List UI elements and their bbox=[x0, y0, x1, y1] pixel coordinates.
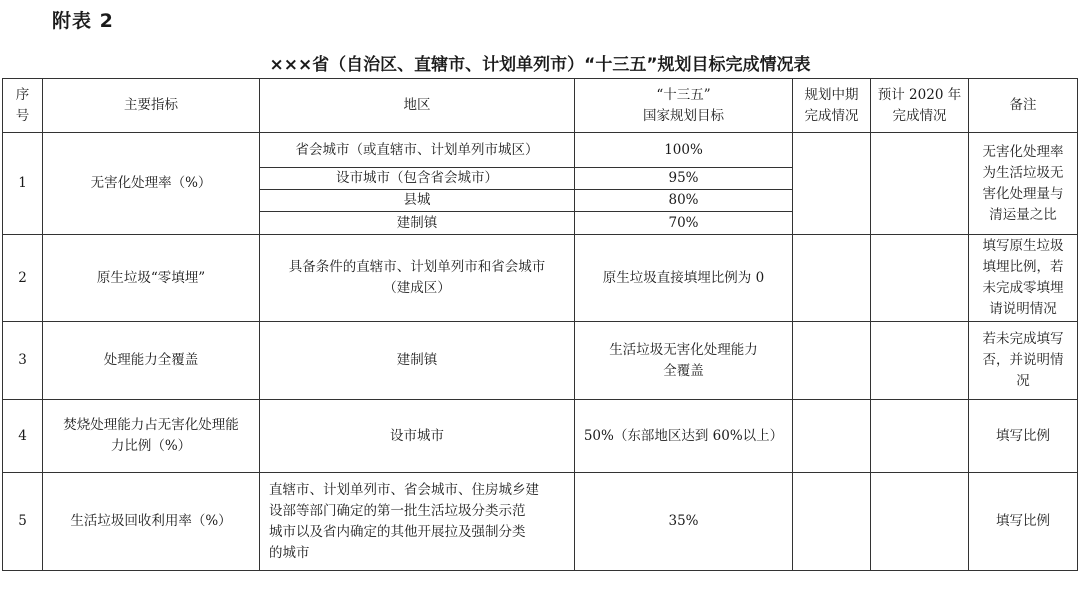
header-forecast: 预计 2020 年 完成情况 bbox=[871, 79, 969, 133]
header-region: 地区 bbox=[260, 79, 575, 133]
target-cell: 95% bbox=[575, 168, 793, 190]
midterm-cell bbox=[793, 400, 871, 473]
header-remark: 备注 bbox=[969, 79, 1078, 133]
indicator-cell: 原生垃圾“零填埋” bbox=[43, 235, 260, 322]
table-title: ×××省（自治区、直辖市、计划单列市）“十三五”规划目标完成情况表 bbox=[269, 55, 811, 75]
region-cell: 建制镇 bbox=[260, 212, 575, 235]
row-number: 2 bbox=[3, 235, 43, 322]
region-cell: 设市城市（包含省会城市） bbox=[260, 168, 575, 190]
midterm-cell bbox=[793, 235, 871, 322]
annex-label: 附表 2 bbox=[52, 10, 114, 32]
indicator-cell: 无害化处理率（%） bbox=[43, 133, 260, 235]
region-cell: 省会城市（或直辖市、计划单列市城区） bbox=[260, 133, 575, 168]
forecast-cell bbox=[871, 473, 969, 571]
target-cell: 100% bbox=[575, 133, 793, 168]
header-midterm: 规划中期 完成情况 bbox=[793, 79, 871, 133]
row-number: 3 bbox=[3, 322, 43, 400]
region-cell: 具备条件的直辖市、计划单列市和省会城市 （建成区） bbox=[260, 235, 575, 322]
target-cell: 原生垃圾直接填埋比例为 0 bbox=[575, 235, 793, 322]
midterm-cell bbox=[793, 322, 871, 400]
target-cell: 生活垃圾无害化处理能力 全覆盖 bbox=[575, 322, 793, 400]
remark-cell: 无害化处理率 为生活垃圾无 害化处理量与 清运量之比 bbox=[969, 133, 1078, 235]
target-cell: 70% bbox=[575, 212, 793, 235]
region-cell: 建制镇 bbox=[260, 322, 575, 400]
target-cell: 80% bbox=[575, 190, 793, 212]
forecast-cell bbox=[871, 322, 969, 400]
forecast-cell bbox=[871, 400, 969, 473]
region-cell: 设市城市 bbox=[260, 400, 575, 473]
targets-table bbox=[2, 78, 1078, 571]
remark-cell: 填写比例 bbox=[969, 400, 1078, 473]
row-number: 1 bbox=[3, 133, 43, 235]
indicator-cell: 焚烧处理能力占无害化处理能 力比例（%） bbox=[43, 400, 260, 473]
header-target: “十三五” 国家规划目标 bbox=[575, 79, 793, 133]
indicator-cell: 处理能力全覆盖 bbox=[43, 322, 260, 400]
table-row bbox=[3, 322, 1078, 400]
row-number: 5 bbox=[3, 473, 43, 571]
header-row bbox=[3, 79, 1078, 133]
remark-cell: 填写原生垃圾 填埋比例，若 未完成零填埋 请说明情况 bbox=[969, 235, 1078, 322]
remark-cell: 若未完成填写 否，并说明情 况 bbox=[969, 322, 1078, 400]
target-cell: 50%（东部地区达到 60%以上） bbox=[575, 400, 793, 473]
table-row bbox=[3, 473, 1078, 571]
target-cell: 35% bbox=[575, 473, 793, 571]
table-row bbox=[3, 235, 1078, 322]
remark-cell: 填写比例 bbox=[969, 473, 1078, 571]
row-number: 4 bbox=[3, 400, 43, 473]
header-indicator: 主要指标 bbox=[43, 79, 260, 133]
header-no: 序 号 bbox=[3, 79, 43, 133]
region-cell: 县城 bbox=[260, 190, 575, 212]
midterm-cell bbox=[793, 133, 871, 235]
midterm-cell bbox=[793, 473, 871, 571]
forecast-cell bbox=[871, 235, 969, 322]
table-row bbox=[3, 400, 1078, 473]
region-cell: 直辖市、计划单列市、省会城市、住房城乡建 设部等部门确定的第一批生活垃圾分类示范 城市以及省内确定的其他开展拉及强制分类 的城市 bbox=[260, 473, 575, 571]
forecast-cell bbox=[871, 133, 969, 235]
indicator-cell: 生活垃圾回收利用率（%） bbox=[43, 473, 260, 571]
table-row bbox=[3, 133, 1078, 168]
